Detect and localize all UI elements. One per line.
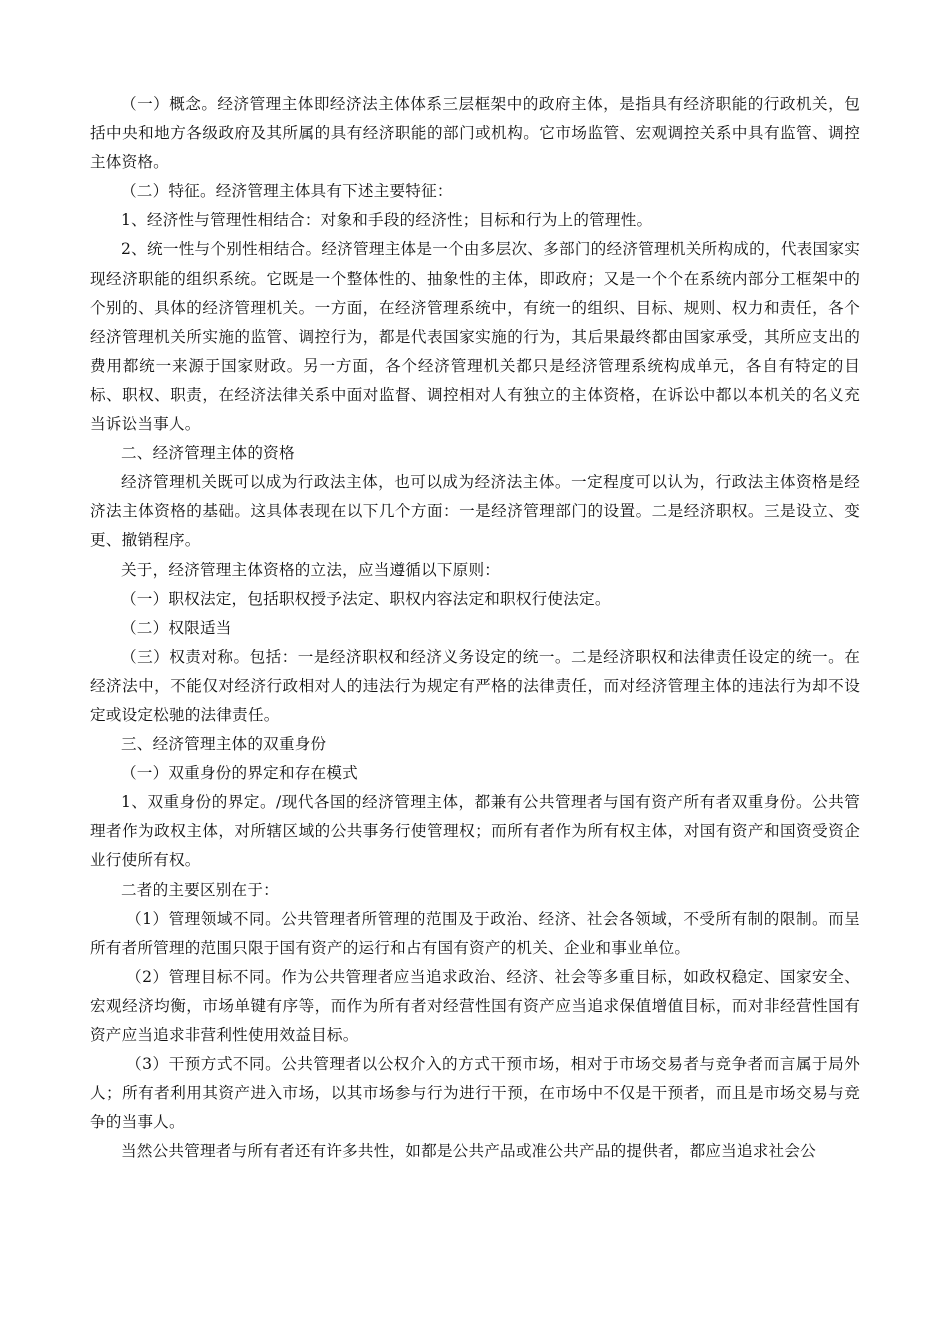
paragraph-feature-1: 1、经济性与管理性相结合：对象和手段的经济性；目标和行为上的管理性。 (121, 211, 653, 230)
subsection-heading-definition: （一）双重身份的界定和存在模式 (121, 764, 358, 783)
paragraph-features-heading: （二）特征。经济管理主体具有下述主要特征： (121, 182, 453, 201)
difference-3: （3）干预方式不同。公共管理者以公权介入的方式干预市场，相对于市场交易者与竞争者而言属于局外人；所有者利用其资产进入市场，以其市场参与行为进行干预，在市场中不仅是干预者，而且是市场交易与竞争的当事人。 (90, 1055, 860, 1132)
section-heading-qualification: 二、经济管理主体的资格 (121, 444, 295, 463)
paragraph-feature-2: 2、统一性与个别性相结合。经济管理主体是一个由多层次、多部门的经济管理机关所构成的，代表国家实现经济职能的组织系统。它既是一个整体性的、抽象性的主体，即政府；又是一个个在系统内部分工框架中的个别的、具体的经济管理机关。一方面，在经济管理系统中，有统一的组织、目标、规则、权力和责任，各个经济管理机关所实施的监管、调控行为，都是代表国家实施的行为，其后果最终都由国家承受，其所应支出的费用都统一来源于国家财政。另一方面，各个经济管理机关都只是经济管理系统构成单元，各自有特定的目标、职权、职责，在经济法律关系中面对监督、调控相对人有独立的主体资格，在诉讼中都以本机关的名义充当诉讼当事人。 (90, 240, 860, 434)
paragraph-qualification: 经济管理机关既可以成为行政法主体，也可以成为经济法主体。一定程度可以认为，行政法主体资格是经济法主体资格的基础。这具体表现在以下几个方面：一是经济管理部门的设置。二是经济职权。三是设立、变更、撤销程序。 (90, 473, 860, 550)
document-page (90, 90, 860, 1166)
section-heading-dual-identity: 三、经济管理主体的双重身份 (121, 735, 327, 754)
paragraph-definition: 1、双重身份的界定。/现代各国的经济管理主体，都兼有公共管理者与国有资产所有者双重身份。公共管理者作为政权主体，对所辖区域的公共事务行使管理权；而所有者作为所有权主体，对国有资产和国资受资企业行使所有权。 (90, 793, 860, 870)
paragraph-legislation-principles: 关于，经济管理主体资格的立法，应当遵循以下原则： (121, 560, 501, 579)
principle-2: （二）权限适当 (121, 618, 232, 637)
principle-1: （一）职权法定，包括职权授予法定、职权内容法定和职权行使法定。 (121, 589, 611, 608)
paragraph-concept: （一）概念。经济管理主体即经济法主体体系三层框架中的政府主体，是指具有经济职能的行政机关，包括中央和地方各级政府及其所属的具有经济职能的部门或机构。它市场监管、宏观调控关系中具有监管、调控主体资格。 (90, 95, 860, 172)
paragraph-commonality: 当然公共管理者与所有者还有许多共性，如都是公共产品或准公共产品的提供者，都应当追求社会公 (121, 1142, 816, 1161)
principle-3: （三）权责对称。包括：一是经济职权和经济义务设定的统一。二是经济职权和法律责任设定的统一。在经济法中，不能仅对经济行政相对人的违法行为规定有严格的法律责任，而对经济管理主体的违法行为却不设定或设定松驰的法律责任。 (90, 647, 860, 724)
difference-1: （1）管理领域不同。公共管理者所管理的范围及于政治、经济、社会各领域，不受所有制的限制。而呈所有者所管理的范围只限于国有资产的运行和占有国有资产的机关、企业和事业单位。 (90, 909, 860, 957)
difference-2: （2）管理目标不同。作为公共管理者应当追求政治、经济、社会等多重目标，如政权稳定、国家安全、宏观经济均衡，市场单键有序等，而作为所有者对经营性国有资产应当追求保值增值目标，而对非经营性国有资产应当追求非营利性使用效益目标。 (90, 967, 860, 1044)
paragraph-differences-intro: 二者的主要区别在于： (121, 880, 279, 899)
